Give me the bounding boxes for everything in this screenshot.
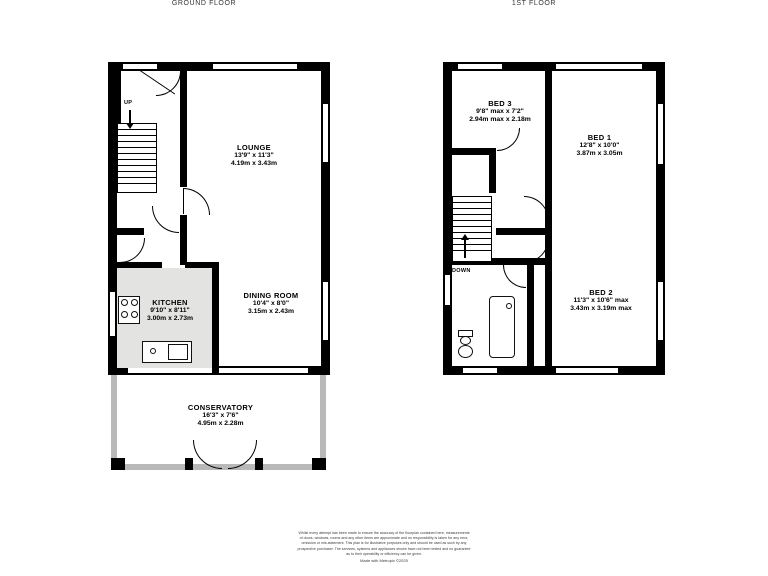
gf-window-top-left bbox=[123, 64, 157, 69]
disclaimer-line-1: Whilst every attempt has been made to ensure the accuracy of the floorplan contained here, measurements bbox=[298, 531, 470, 535]
gf-stair-arrow-head bbox=[126, 123, 134, 129]
label-conservatory-dim-imperial: 16'3" x 7'6" bbox=[202, 412, 239, 420]
door-kitchen-rear bbox=[120, 238, 145, 263]
conservatory-corner-right bbox=[312, 458, 326, 470]
label-conservatory bbox=[163, 403, 278, 429]
label-bed2-dim-metric: 3.43m x 3.19m max bbox=[570, 305, 632, 313]
label-dining-dim-imperial: 10'4" x 8'0" bbox=[252, 300, 290, 308]
label-conservatory-name: CONSERVATORY bbox=[187, 403, 254, 412]
label-dining-dim-metric: 3.15m x 2.43m bbox=[247, 308, 295, 316]
label-kitchen-name: KITCHEN bbox=[152, 298, 188, 307]
label-lounge-dim-metric: 4.19m x 3.43m bbox=[230, 160, 278, 168]
label-bed2 bbox=[542, 288, 660, 314]
ff-window-top-left bbox=[458, 64, 502, 69]
ff-wall-bed2-left bbox=[545, 265, 552, 375]
gf-internal-wall-hall-right-lower bbox=[180, 215, 187, 265]
kitchen-sink-drainer bbox=[150, 348, 156, 354]
ff-window-left-landing bbox=[445, 275, 450, 305]
toilet-pan bbox=[460, 336, 471, 345]
label-lounge bbox=[199, 143, 309, 169]
ff-stair-direction-label: DOWN bbox=[452, 268, 471, 274]
label-bed1-dim-imperial: 12'8" x 10'0" bbox=[579, 142, 620, 150]
ff-wall-landing-vert bbox=[489, 148, 496, 193]
gf-window-left-kitchen bbox=[110, 292, 115, 336]
label-bed3-name: BED 3 bbox=[488, 99, 512, 108]
ff-stair-arrow-head bbox=[461, 234, 469, 240]
door-lounge-leaf bbox=[183, 188, 184, 214]
conservatory-corner-left bbox=[111, 458, 125, 470]
gf-stair-arrow-shaft bbox=[129, 110, 131, 124]
label-lounge-dim-imperial: 13'9" x 11'3" bbox=[234, 152, 274, 160]
ff-stair-arrow-shaft bbox=[464, 240, 466, 258]
gf-window-top-right bbox=[213, 64, 297, 69]
label-conservatory-dim-metric: 4.95m x 2.28m bbox=[197, 420, 244, 428]
disclaimer-text bbox=[248, 531, 520, 564]
label-lounge-name: LOUNGE bbox=[237, 143, 271, 152]
ff-wall-bathroom-right bbox=[527, 258, 534, 375]
door-front-entrance bbox=[156, 71, 181, 96]
label-bed1 bbox=[542, 133, 657, 159]
door-bed3 bbox=[497, 128, 520, 151]
disclaimer-line-3: omission or mis-statement. This plan is for illustrative purposes only and should be used as such by any bbox=[301, 541, 467, 546]
bath-tap bbox=[506, 303, 512, 309]
gf-internal-wall-hall-right bbox=[180, 62, 187, 187]
gf-window-right-lounge bbox=[323, 104, 328, 162]
label-kitchen bbox=[125, 298, 215, 324]
conservatory-wall-right bbox=[320, 375, 326, 470]
disclaimer-line-5: as to their operability or efficiency can be given. bbox=[346, 551, 422, 556]
label-kitchen-dim-imperial: 9'10" x 8'11" bbox=[150, 307, 190, 315]
door-hall-kitchen bbox=[152, 206, 179, 233]
disclaimer-line-2: of doors, windows, rooms and any other items are approximate and no responsibility is taken for any error, bbox=[299, 536, 469, 541]
ff-window-top-right bbox=[556, 64, 642, 69]
kitchen-sink-basin bbox=[168, 344, 188, 360]
made-with-label: Made with Metropix ©2025 bbox=[360, 558, 408, 564]
ff-window-bottom-bed2 bbox=[556, 368, 618, 373]
label-bed1-dim-metric: 3.87m x 3.05m bbox=[576, 150, 623, 158]
disclaimer-line-4: prospective purchaser. The services, systems and appliances shown have not been tested and no guarantee bbox=[297, 546, 471, 551]
first-floor-title: 1ST FLOOR bbox=[511, 0, 557, 7]
ff-window-bathroom bbox=[463, 368, 497, 373]
ff-wall-landing-stub bbox=[496, 228, 546, 235]
conservatory-wall-left bbox=[111, 375, 117, 470]
label-bed3-dim-imperial: 9'8" max x 7'2" bbox=[476, 108, 524, 116]
label-bed1-name: BED 1 bbox=[587, 133, 612, 142]
label-bed3-dim-metric: 2.94m max x 2.18m bbox=[469, 116, 531, 124]
gf-stair-head-wall bbox=[117, 70, 121, 123]
gf-internal-wall-hall-bottom bbox=[117, 228, 144, 235]
label-bed2-name: BED 2 bbox=[589, 288, 613, 297]
gf-stair-direction-label: UP bbox=[124, 100, 133, 106]
gf-staircase-steps bbox=[118, 124, 156, 192]
label-dining-name: DINING ROOM bbox=[243, 291, 299, 300]
conservatory-door-post-right bbox=[255, 458, 263, 470]
ground-floor-title: GROUND FLOOR bbox=[171, 0, 237, 7]
label-bed3 bbox=[445, 99, 555, 125]
wash-basin bbox=[458, 345, 473, 358]
conservatory-door-post-left bbox=[185, 458, 193, 470]
ff-window-right-bed1 bbox=[658, 104, 663, 164]
door-bathroom bbox=[503, 265, 526, 288]
ff-staircase-steps bbox=[453, 197, 491, 261]
label-kitchen-dim-metric: 3.00m x 2.73m bbox=[146, 315, 194, 323]
label-bed2-dim-imperial: 11'3" x 10'6" max bbox=[573, 297, 629, 305]
door-lounge bbox=[183, 188, 210, 215]
label-dining-room bbox=[216, 291, 326, 317]
